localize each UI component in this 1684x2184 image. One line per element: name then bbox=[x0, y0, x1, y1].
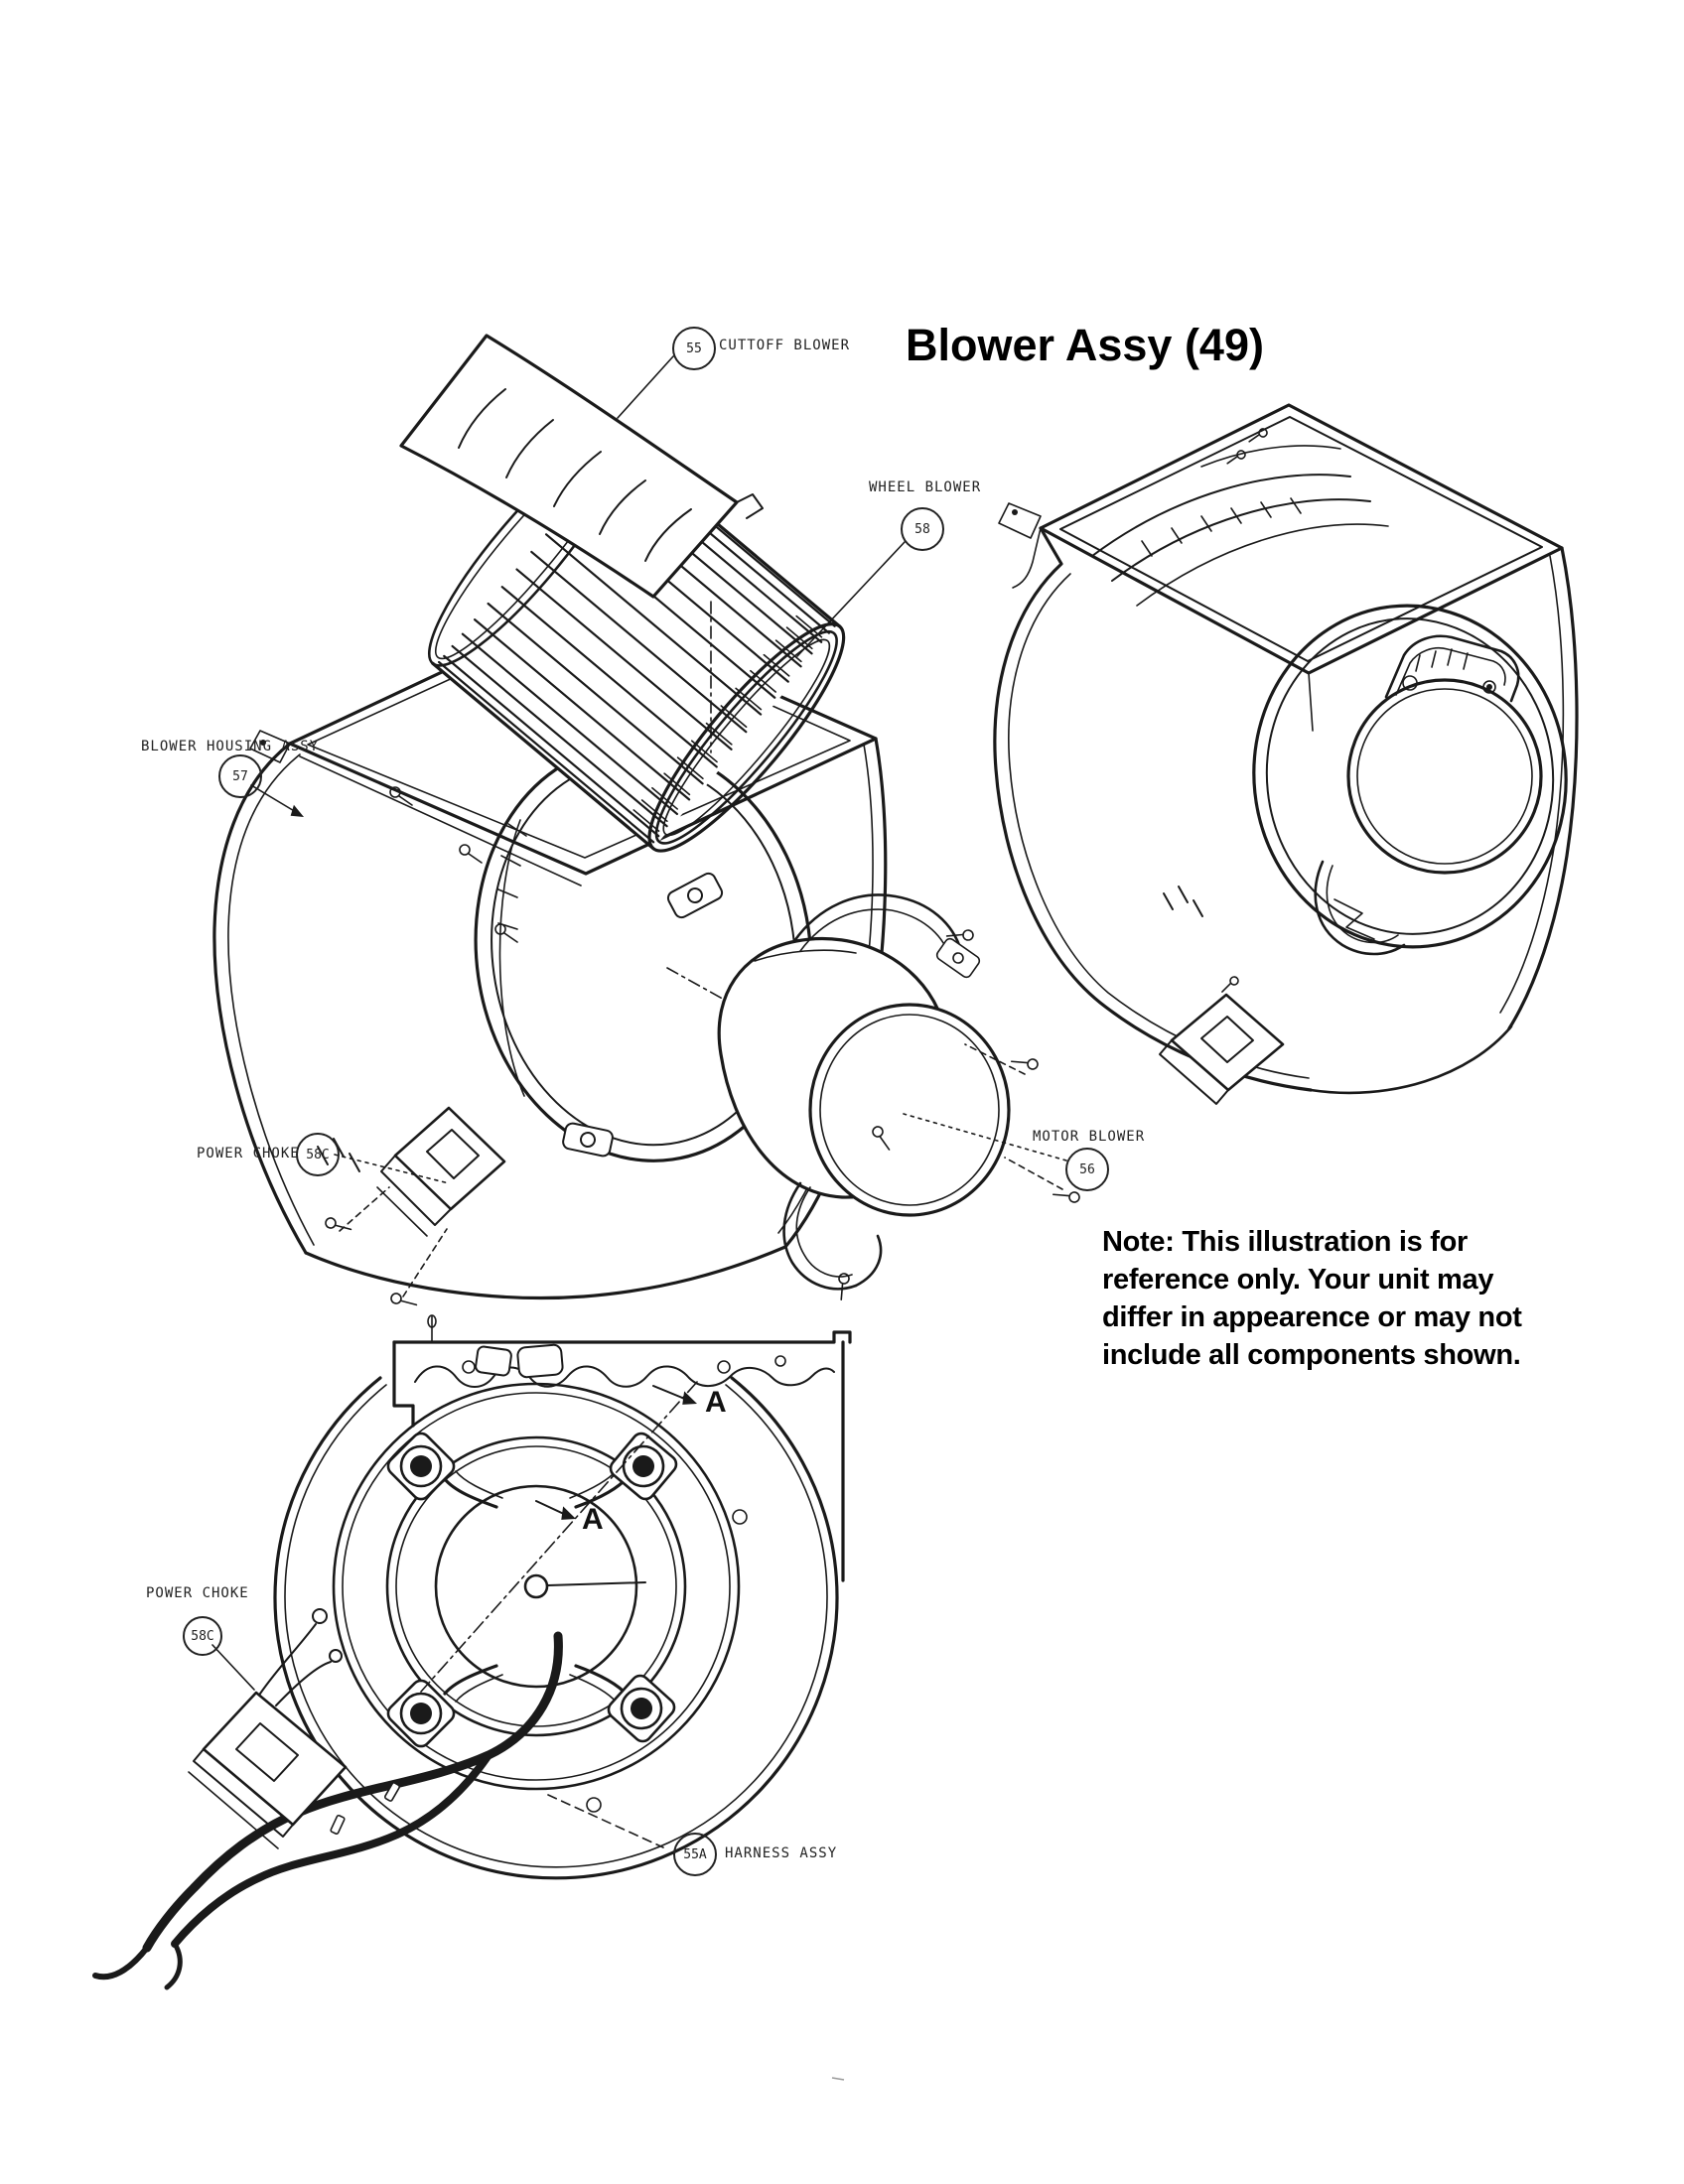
callout-balloon-motor-blower bbox=[1065, 1148, 1109, 1191]
section-marker-a-lower: A bbox=[582, 1503, 604, 1536]
callout-balloon-power-choke-bottom bbox=[183, 1616, 222, 1656]
assembled-view bbox=[995, 405, 1583, 1104]
label-wheel-blower: WHEEL BLOWER bbox=[869, 479, 982, 495]
motor-blower-drawing bbox=[719, 895, 1009, 1290]
callout-balloon-wheel-blower bbox=[901, 507, 944, 551]
callout-number: 56 bbox=[1079, 1161, 1095, 1177]
callout-number: 58 bbox=[914, 521, 930, 537]
label-power-choke-bottom: POWER CHOKE bbox=[146, 1585, 249, 1601]
reference-note bbox=[1102, 1223, 1569, 1374]
power-choke-mid-drawing bbox=[377, 1108, 504, 1236]
section-marker-a-upper: A bbox=[705, 1386, 727, 1419]
label-motor-blower: MOTOR BLOWER bbox=[1033, 1129, 1146, 1145]
label-harness-assy: HARNESS ASSY bbox=[725, 1845, 838, 1861]
harness-wires bbox=[95, 1609, 558, 1987]
callout-balloon-harness bbox=[673, 1833, 717, 1876]
callout-number: 58C bbox=[191, 1628, 214, 1644]
scan-artifact bbox=[832, 2078, 844, 2080]
label-power-choke-mid: POWER CHOKE bbox=[197, 1146, 300, 1161]
callout-number: 57 bbox=[232, 768, 248, 784]
label-blower-housing-assy: BLOWER HOUSING ASSY bbox=[141, 739, 320, 754]
note-line: Note: This illustration is for bbox=[1102, 1226, 1469, 1258]
callout-number: 55A bbox=[683, 1846, 707, 1862]
note-line: include all components shown. bbox=[1102, 1339, 1521, 1371]
callout-balloon-cutoff-blower bbox=[672, 327, 716, 370]
callout-balloon-housing bbox=[218, 754, 262, 798]
note-line: reference only. Your unit may bbox=[1102, 1264, 1494, 1296]
page-title: Blower Assy (49) bbox=[906, 320, 1264, 370]
label-cutoff-blower: CUTTOFF BLOWER bbox=[719, 338, 851, 353]
callout-number: 58C bbox=[306, 1147, 330, 1162]
callout-number: 55 bbox=[686, 341, 702, 356]
note-line: differ in appearence or may not bbox=[1102, 1301, 1522, 1333]
callout-balloon-power-choke-mid bbox=[296, 1133, 340, 1176]
